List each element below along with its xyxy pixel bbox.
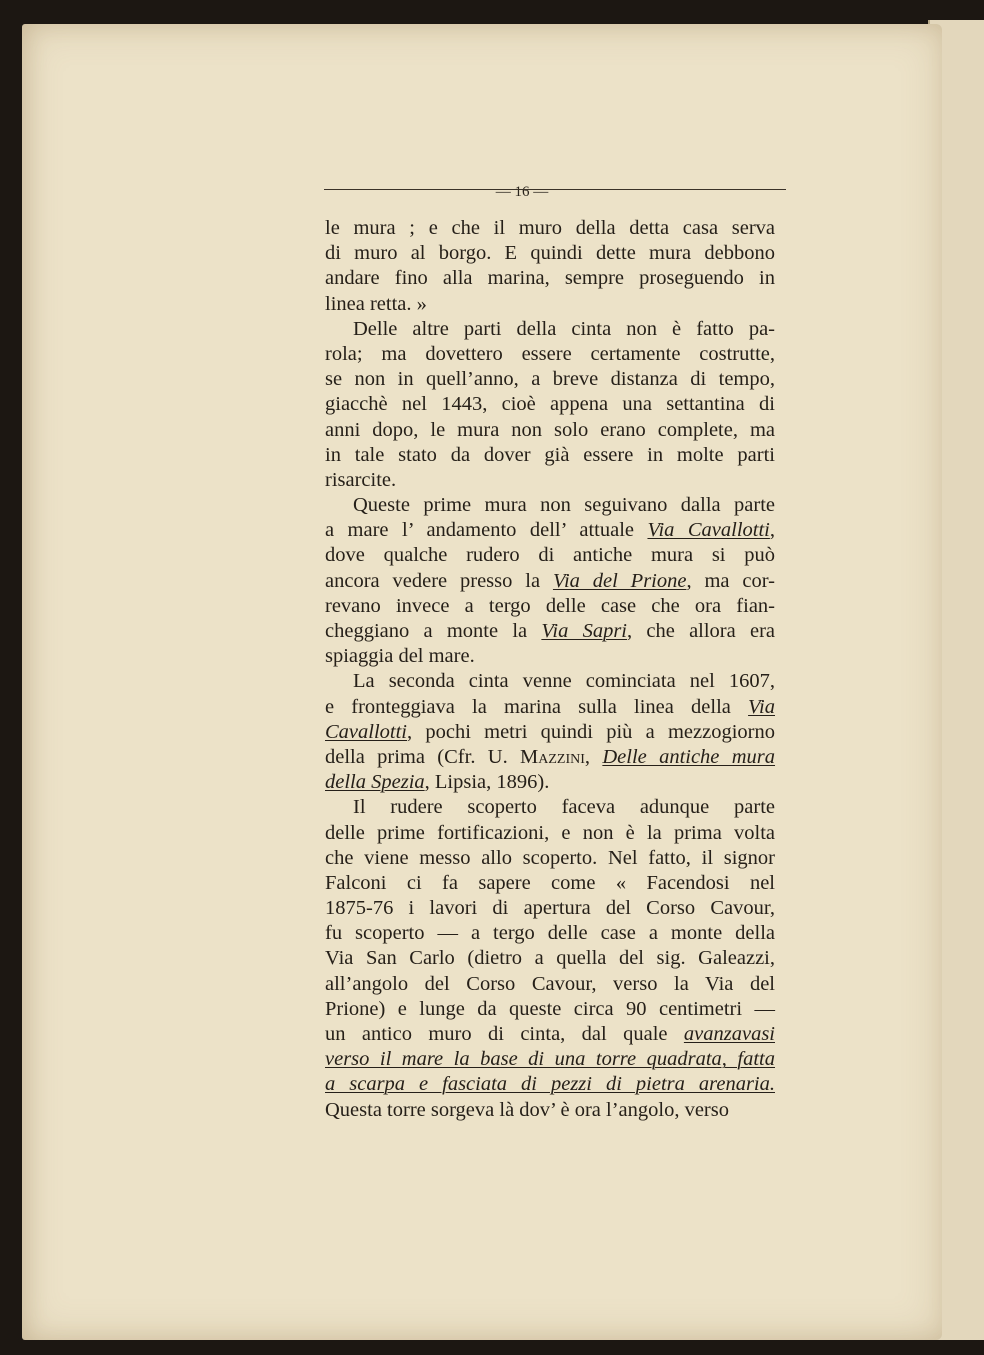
text-line bbox=[325, 846, 775, 871]
text-segment: cheggiano a monte la bbox=[325, 620, 542, 642]
text-segment: Prione) e lunge da queste circa 90 centimetri — bbox=[325, 997, 775, 1020]
text-line bbox=[325, 342, 775, 367]
text-segment: Via Cavallotti bbox=[647, 519, 770, 542]
text-segment: se non in quell’anno, a breve distanza di tempo, bbox=[325, 368, 775, 391]
text-line bbox=[325, 292, 775, 317]
text-segment: un antico muro di cinta, dal quale bbox=[325, 1023, 684, 1045]
text-line bbox=[325, 569, 775, 594]
text-segment: Questa torre sorgeva là dov’ è ora l’angolo, verso bbox=[325, 1098, 729, 1121]
text-line bbox=[325, 367, 775, 392]
text-segment: a scarpa e fasciata di pezzi di pietra arenaria. bbox=[325, 1073, 775, 1096]
text-segment: giacchè nel 1443, cioè appena una settantina di bbox=[325, 393, 775, 416]
text-line bbox=[325, 317, 775, 342]
text-line bbox=[325, 997, 775, 1022]
text-segment: Via bbox=[748, 695, 775, 718]
text-segment: Via Sapri bbox=[541, 620, 627, 642]
text-segment: Queste prime mura non seguivano dalla parte bbox=[353, 494, 775, 517]
text-segment: , Lipsia, 1896). bbox=[424, 771, 550, 794]
text-segment: Il rudere scoperto faceva adunque parte bbox=[353, 796, 775, 819]
text-segment: , bbox=[769, 519, 776, 542]
book-page bbox=[22, 24, 942, 1340]
text-line bbox=[325, 1047, 775, 1072]
text-segment: delle prime fortificazioni, e non è la prima volta bbox=[325, 821, 775, 844]
text-line bbox=[325, 720, 775, 745]
text-line bbox=[325, 518, 775, 543]
text-segment: 1875-76 i lavori di apertura del Corso Cavour, bbox=[325, 897, 775, 920]
text-segment: spiaggia del mare. bbox=[325, 645, 475, 668]
text-segment: Via San Carlo (dietro a quella del sig. Galeazzi, bbox=[325, 947, 775, 970]
text-segment: all’angolo del Corso Cavour, verso la Via del bbox=[325, 972, 775, 995]
text-segment: Delle altre parti della cinta non è fatto pa- bbox=[353, 317, 775, 340]
text-line bbox=[325, 1072, 775, 1097]
text-line bbox=[325, 443, 775, 468]
text-line bbox=[325, 493, 775, 518]
text-segment: Cavallotti bbox=[325, 720, 407, 743]
text-segment: dove qualche rudero di antiche mura si può bbox=[325, 544, 775, 567]
text-segment: Via del Prione bbox=[552, 569, 687, 592]
text-line bbox=[325, 946, 775, 971]
text-line bbox=[325, 669, 775, 694]
page-number: — 16 — bbox=[495, 184, 549, 200]
text-line bbox=[325, 921, 775, 946]
text-line bbox=[325, 1022, 775, 1047]
text-segment: risarcite. bbox=[325, 468, 397, 491]
text-segment: Falconi ci fa sapere come « Facendosi nel bbox=[325, 871, 775, 894]
text-line bbox=[325, 896, 775, 921]
text-segment: ancora vedere presso la bbox=[325, 569, 553, 592]
text-segment: fu scoperto — a tergo delle case a monte della bbox=[325, 922, 775, 945]
text-segment: a mare l’ andamento dell’ attuale bbox=[325, 519, 648, 542]
text-line bbox=[325, 1098, 775, 1123]
text-segment: e fronteggiava la marina sulla linea della bbox=[325, 695, 749, 718]
text-segment: Delle antiche mura bbox=[602, 745, 776, 768]
text-line bbox=[325, 594, 775, 619]
text-segment: le mura ; e che il muro della detta casa serva bbox=[325, 217, 775, 239]
text-line bbox=[325, 770, 775, 795]
text-line bbox=[325, 871, 775, 896]
text-line bbox=[325, 543, 775, 568]
text-segment: linea retta. » bbox=[325, 292, 427, 315]
text-line bbox=[325, 745, 775, 770]
text-segment: che viene messo allo scoperto. Nel fatto, il signor bbox=[325, 846, 775, 869]
text-segment: rola; ma dovettero essere certamente costrutte, bbox=[325, 342, 775, 365]
text-segment: verso il mare la base di una torre quadrata, fatta bbox=[325, 1048, 775, 1071]
text-line bbox=[325, 619, 775, 644]
text-segment: della Spezia bbox=[325, 771, 425, 794]
text-segment: avanzavasi bbox=[683, 1023, 775, 1045]
text-segment: , bbox=[584, 745, 603, 768]
text-line bbox=[325, 468, 775, 493]
text-line bbox=[325, 216, 775, 241]
text-segment: anni dopo, le mura non solo erano complete, ma bbox=[325, 418, 775, 441]
text-segment: , che allora era bbox=[627, 620, 776, 642]
text-line bbox=[325, 695, 775, 720]
text-line bbox=[325, 795, 775, 820]
text-line bbox=[325, 392, 775, 417]
text-line bbox=[325, 241, 775, 266]
text-line bbox=[325, 644, 775, 669]
text-segment: in tale stato da dover già essere in molte parti bbox=[325, 443, 775, 466]
text-segment: , ma cor- bbox=[686, 569, 775, 592]
text-segment: Mazzini bbox=[520, 745, 585, 768]
text-segment: revano invece a tergo delle case che ora fian- bbox=[325, 594, 775, 617]
text-line bbox=[325, 418, 775, 443]
header-rule bbox=[324, 189, 786, 190]
body-text bbox=[325, 216, 775, 1123]
text-line bbox=[325, 821, 775, 846]
text-segment: andare fino alla marina, sempre proseguendo in bbox=[325, 267, 775, 290]
text-segment: di muro al borgo. E quindi dette mura debbono bbox=[325, 242, 775, 265]
text-segment: La seconda cinta venne cominciata nel 1607, bbox=[353, 670, 775, 693]
text-line bbox=[325, 266, 775, 291]
text-line bbox=[325, 972, 775, 997]
text-segment: della prima (Cfr. U. bbox=[325, 745, 521, 768]
text-segment: , pochi metri quindi più a mezzogiorno bbox=[407, 720, 775, 743]
